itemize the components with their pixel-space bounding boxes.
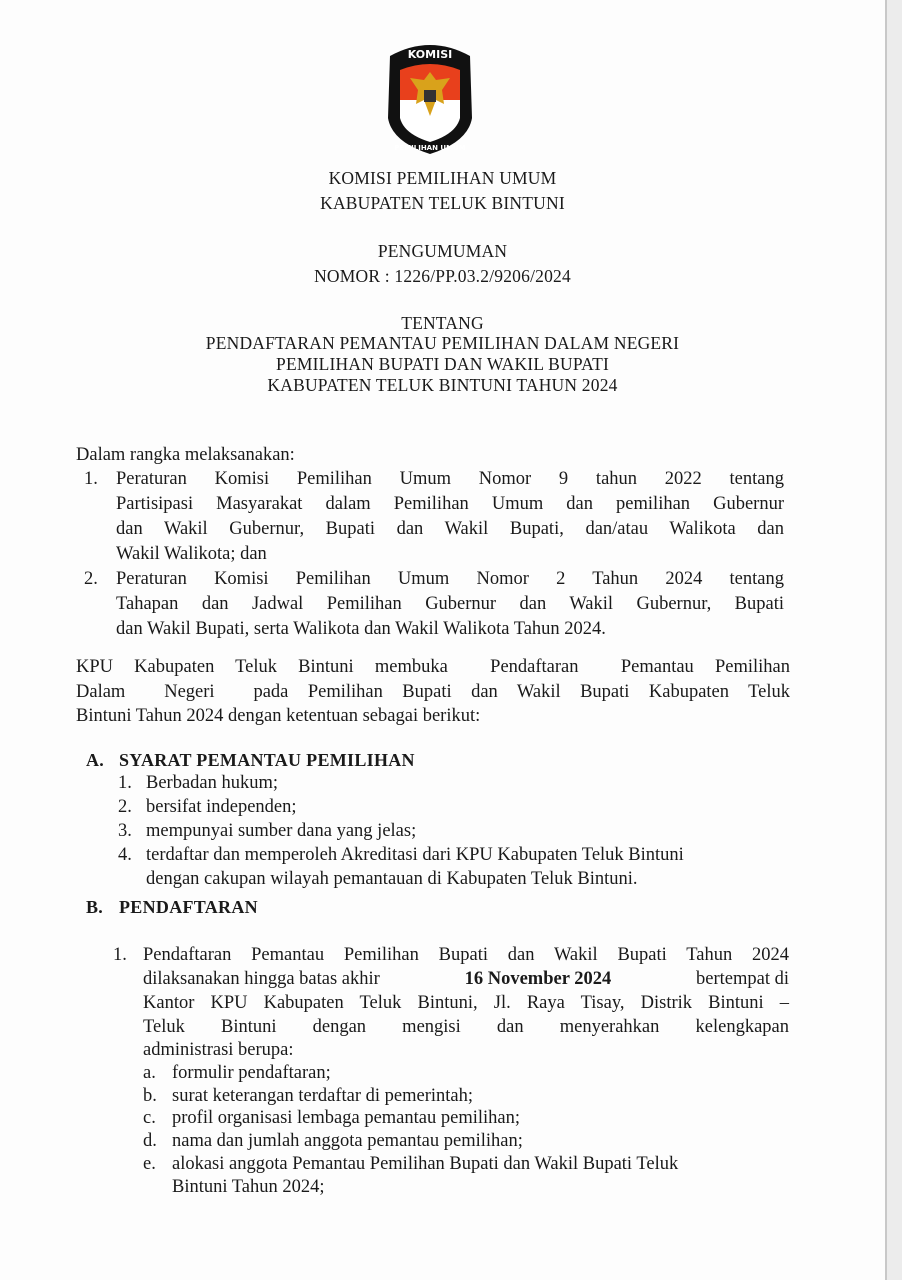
intro-item-1-line: Peraturan Komisi Pemilihan Umum Nomor 9 tahun 2022 tentang [116, 469, 784, 489]
subitem-text: formulir pendaftaran; [172, 1063, 331, 1083]
section-a-letter: A. [86, 750, 105, 770]
intro-item-1-line: Partisipasi Masyarakat dalam Pemilihan Umum dan pemilihan Gubernur [116, 494, 784, 514]
section-b-item-line: Kantor KPU Kabupaten Teluk Bintuni, Jl. Raya Tisay, Distrik Bintuni – [143, 993, 789, 1013]
section-b-item-line: Pendaftaran Pemantau Pemilihan Bupati dan Wakil Bupati Tahun 2024 [143, 945, 789, 965]
opening-line: Dalam Negeri pada Pemilihan Bupati dan Wakil Bupati Kabupaten Teluk [76, 682, 790, 702]
opening-line: Bintuni Tahun 2024 dengan ketentuan sebagai berikut: [76, 706, 481, 726]
section-a-item: Berbadan hukum; [146, 773, 279, 793]
intro-item-2-line: dan Wakil Bupati, serta Walikota dan Wakil Walikota Tahun 2024. [116, 619, 606, 639]
section-b-letter: B. [86, 897, 104, 917]
intro-item-1-line: dan Wakil Gubernur, Bupati dan Wakil Bupati, dan/atau Walikota dan [116, 519, 784, 539]
intro-lead: Dalam rangka melaksanakan: [76, 445, 295, 465]
intro-item-num: 2. [84, 569, 98, 589]
subitem-letter: a. [143, 1063, 156, 1083]
kpu-logo [380, 38, 480, 156]
subitem-text: surat keterangan terdaftar di pemerintah; [172, 1086, 473, 1106]
section-a-item-num: 1. [118, 773, 132, 793]
section-a-item-num: 4. [118, 845, 132, 865]
about-label: TENTANG [401, 313, 484, 333]
subject-line-1: PENDAFTARAN PEMANTAU PEMILIHAN DALAM NEGERI [205, 333, 680, 353]
intro-item-num: 1. [84, 469, 98, 489]
doc-type: PENGUMUMAN [377, 241, 508, 261]
subitem-text: alokasi anggota Pemantau Pemilihan Bupati dan Wakil Bupati Teluk [172, 1154, 679, 1174]
subject-line-2: PEMILIHAN BUPATI DAN WAKIL BUPATI [276, 354, 609, 374]
subitem-text: nama dan jumlah anggota pemantau pemilihan; [172, 1131, 523, 1151]
doc-number: NOMOR : 1226/PP.03.2/9206/2024 [314, 266, 571, 286]
subitem-text: Bintuni Tahun 2024; [172, 1177, 325, 1197]
section-a-item: bersifat independen; [146, 797, 297, 817]
intro-item-2-line: Peraturan Komisi Pemilihan Umum Nomor 2 Tahun 2024 tentang [116, 569, 784, 589]
logo-text-top: KOMISI [407, 48, 453, 61]
opening-line: KPU Kabupaten Teluk Bintuni membuka Pendaftaran Pemantau Pemilihan [76, 657, 790, 677]
section-b-item-line-deadline [143, 969, 789, 990]
section-b-item-line: administrasi berupa: [143, 1040, 294, 1060]
org-region: KABUPATEN TELUK BINTUNI [320, 193, 565, 213]
org-name: KOMISI PEMILIHAN UMUM [328, 168, 557, 188]
deadline-post: bertempat di [696, 969, 789, 989]
deadline-pre: dilaksanakan hingga batas akhir [143, 969, 380, 989]
subitem-text: profil organisasi lembaga pemantau pemilihan; [172, 1108, 520, 1128]
intro-item-1-line: Wakil Walikota; dan [116, 544, 267, 564]
section-a-title: SYARAT PEMANTAU PEMILIHAN [119, 750, 415, 770]
subject-line-3: KABUPATEN TELUK BINTUNI TAHUN 2024 [267, 375, 618, 395]
section-a-item: terdaftar dan memperoleh Akreditasi dari KPU Kabupaten Teluk Bintuni [146, 845, 684, 865]
deadline-date: 16 November 2024 [464, 969, 612, 989]
section-b-item-line: Teluk Bintuni dengan mengisi dan menyerahkan kelengkapan [143, 1017, 789, 1037]
intro-item-2-line: Tahapan dan Jadwal Pemilihan Gubernur dan Wakil Gubernur, Bupati [116, 594, 784, 614]
section-b-item-num: 1. [113, 945, 127, 965]
section-b-title: PENDAFTARAN [119, 897, 258, 917]
subitem-letter: c. [143, 1108, 156, 1128]
section-a-item-num: 2. [118, 797, 132, 817]
subitem-letter: d. [143, 1131, 157, 1151]
logo-text-bottom: PEMILIHAN UMUM [394, 144, 466, 152]
section-a-item: dengan cakupan wilayah pemantauan di Kabupaten Teluk Bintuni. [146, 869, 638, 889]
section-a-item-num: 3. [118, 821, 132, 841]
subitem-letter: e. [143, 1154, 156, 1174]
section-a-item: mempunyai sumber dana yang jelas; [146, 821, 417, 841]
subitem-letter: b. [143, 1086, 157, 1106]
